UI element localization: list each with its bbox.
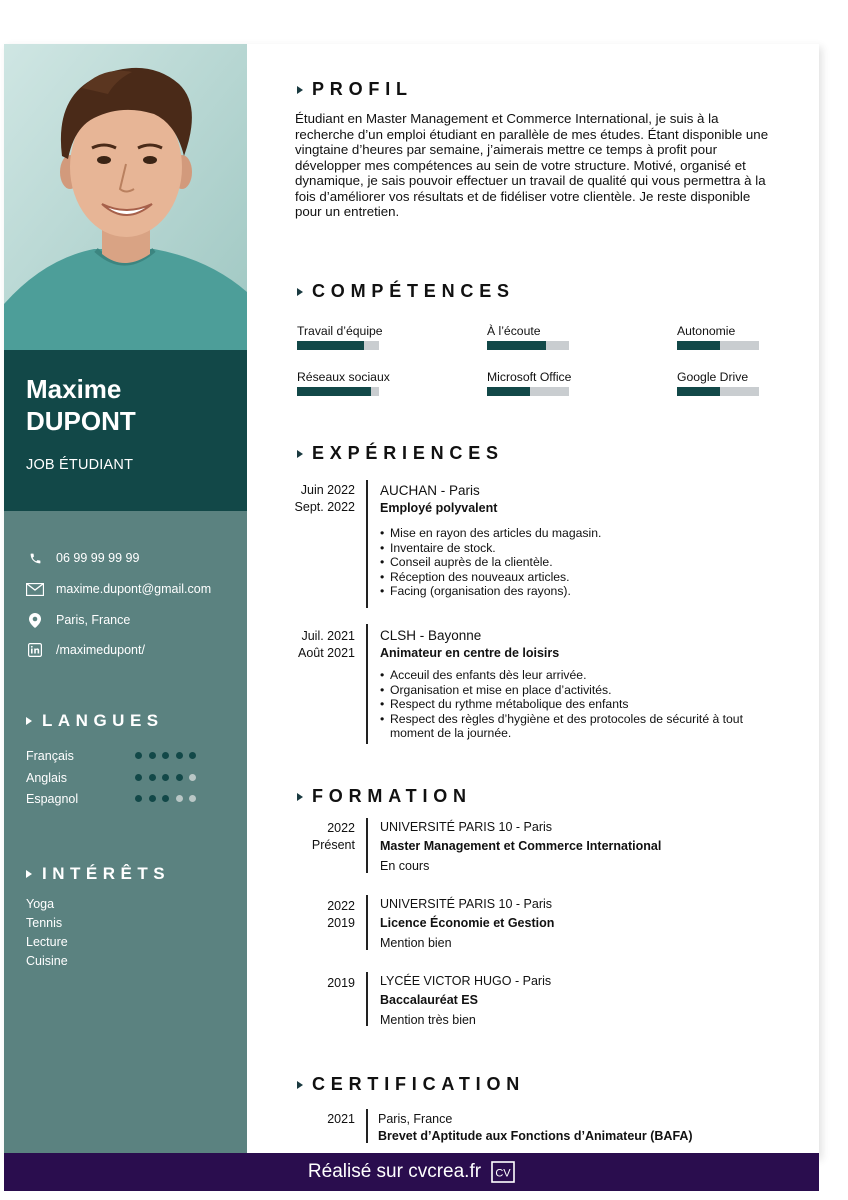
certification-date: 2021 bbox=[327, 1112, 355, 1126]
level-dot bbox=[189, 795, 196, 802]
timeline-divider bbox=[366, 818, 368, 873]
skill-label: Réseaux sociaux bbox=[297, 370, 390, 384]
timeline-divider bbox=[366, 895, 368, 950]
language-level bbox=[135, 752, 203, 759]
skill-bar-fill bbox=[297, 341, 364, 350]
list-item: • Organisation et mise en place d’activités. bbox=[380, 683, 770, 698]
contact-linkedin bbox=[26, 641, 145, 659]
footer-banner[interactable] bbox=[4, 1153, 819, 1191]
triangle-bullet-icon bbox=[26, 870, 32, 878]
skill-bar-fill bbox=[677, 387, 720, 396]
linkedin-text: /maximedupont/ bbox=[56, 643, 145, 657]
list-item: • Inventaire de stock. bbox=[380, 541, 770, 556]
footer-text: Réalisé sur cvcrea.fr bbox=[307, 1161, 482, 1182]
list-item: • Respect des règles d’hygiène et des protocoles de sécurité à tout moment de la journée. bbox=[380, 712, 770, 741]
resume-page bbox=[4, 44, 819, 1157]
skill-bar bbox=[677, 341, 759, 350]
interest-item: Yoga bbox=[26, 897, 55, 911]
location-text: Paris, France bbox=[56, 613, 131, 627]
skill-label: Google Drive bbox=[677, 370, 749, 384]
skill-item bbox=[677, 370, 767, 396]
triangle-bullet-icon bbox=[297, 86, 303, 94]
experience-role: Animateur en centre de loisirs bbox=[380, 646, 560, 660]
skill-label: Travail d’équipe bbox=[297, 324, 383, 338]
language-row bbox=[26, 771, 226, 787]
interest-item: Cuisine bbox=[26, 954, 68, 968]
language-name: Français bbox=[26, 749, 74, 763]
sidebar bbox=[4, 44, 247, 1157]
level-dot bbox=[176, 774, 183, 781]
skill-item bbox=[297, 324, 387, 350]
skill-bar-fill bbox=[297, 387, 371, 396]
level-dot bbox=[162, 795, 169, 802]
profile-photo bbox=[4, 44, 247, 350]
contact-email bbox=[26, 580, 211, 598]
list-item: • Réception des nouveaux articles. bbox=[380, 570, 770, 585]
education-date: 2019 bbox=[327, 976, 355, 990]
level-dot bbox=[176, 752, 183, 759]
timeline-divider bbox=[366, 624, 368, 744]
certification-name: Brevet d’Aptitude aux Fonctions d’Animateur (BAFA) bbox=[378, 1129, 693, 1143]
list-item: • Acceuil des enfants dès leur arrivée. bbox=[380, 668, 770, 683]
experience-org: AUCHAN - Paris bbox=[380, 483, 480, 498]
phone-text: 06 99 99 99 99 bbox=[56, 551, 140, 565]
level-dot bbox=[149, 752, 156, 759]
level-dot bbox=[149, 795, 156, 802]
interests-title: INTÉRÊTS bbox=[26, 864, 170, 884]
education-note: Mention bien bbox=[380, 936, 452, 950]
experience-org: CLSH - Bayonne bbox=[380, 628, 482, 643]
location-pin-icon bbox=[26, 612, 44, 628]
language-row bbox=[26, 792, 226, 808]
profile-section-title: PROFIL bbox=[297, 79, 413, 100]
skill-label: Autonomie bbox=[677, 324, 736, 338]
experience-date: Juil. 2021 Août 2021 bbox=[298, 629, 355, 660]
level-dot bbox=[189, 774, 196, 781]
phone-icon bbox=[26, 550, 44, 566]
level-dot bbox=[135, 795, 142, 802]
certification-place: Paris, France bbox=[378, 1112, 453, 1126]
skill-bar bbox=[677, 387, 759, 396]
last-name: DUPONT bbox=[26, 406, 136, 436]
education-note: Mention très bien bbox=[380, 1013, 476, 1027]
name-block bbox=[4, 350, 247, 511]
experience-role: Employé polyvalent bbox=[380, 501, 498, 515]
timeline-divider bbox=[366, 1109, 368, 1143]
profile-text: Étudiant en Master Management et Commerce International, je suis à la recherche d’un emploi étudiant en parallèle de mes études. Étant disponible une vingtaine d’heures par semaine, j’aimerais mettre ce temps à profit pour développer mes compétences au sein de votre structure. Motivé, organisé et dynamique, je sais pouvoir effectuer un travail de qualité qui vous permettra à la fois d’améliorer vos résultats et de fidéliser votre clientèle. Je reste disponible pour un entretien. bbox=[295, 111, 769, 219]
level-dot bbox=[162, 752, 169, 759]
language-level bbox=[135, 774, 203, 781]
education-school: UNIVERSITÉ PARIS 10 - Paris bbox=[380, 897, 553, 911]
job-title: JOB ÉTUDIANT bbox=[26, 457, 134, 473]
languages-title: LANGUES bbox=[26, 711, 164, 731]
skill-bar-fill bbox=[487, 341, 546, 350]
certification-section-title: CERTIFICATION bbox=[297, 1074, 525, 1095]
skill-bar bbox=[487, 387, 569, 396]
education-degree: Master Management et Commerce International bbox=[380, 839, 662, 853]
experience-date: Juin 2022 Sept. 2022 bbox=[294, 483, 355, 514]
triangle-bullet-icon bbox=[297, 450, 303, 458]
education-date: 2022 Présent bbox=[311, 821, 355, 852]
list-item: • Respect du rythme métabolique des enfants bbox=[380, 697, 770, 712]
language-name: Anglais bbox=[26, 770, 67, 785]
list-item: • Mise en rayon des articles du magasin. bbox=[380, 526, 770, 541]
skill-item bbox=[677, 324, 767, 350]
experiences-section-title: EXPÉRIENCES bbox=[297, 443, 504, 464]
language-row bbox=[26, 749, 226, 765]
first-name: Maxime bbox=[26, 374, 122, 404]
interest-item: Lecture bbox=[26, 935, 68, 949]
skill-bar bbox=[297, 341, 379, 350]
skill-bar bbox=[297, 387, 379, 396]
cvcrea-logo-icon bbox=[491, 1161, 515, 1183]
experience-tasks bbox=[380, 668, 770, 741]
list-item: • Conseil auprès de la clientèle. bbox=[380, 555, 770, 570]
level-dot bbox=[162, 774, 169, 781]
education-section-title: FORMATION bbox=[297, 786, 472, 807]
education-note: En cours bbox=[380, 859, 430, 873]
skill-bar bbox=[487, 341, 569, 350]
contact-phone bbox=[26, 549, 139, 567]
triangle-bullet-icon bbox=[26, 717, 32, 725]
education-school: LYCÉE VICTOR HUGO - Paris bbox=[380, 974, 552, 988]
skill-item bbox=[487, 324, 577, 350]
education-school: UNIVERSITÉ PARIS 10 - Paris bbox=[380, 820, 553, 834]
linkedin-icon bbox=[26, 642, 44, 658]
triangle-bullet-icon bbox=[297, 793, 303, 801]
language-level bbox=[135, 795, 203, 802]
mail-icon bbox=[26, 581, 44, 597]
timeline-divider bbox=[366, 480, 368, 608]
timeline-divider bbox=[366, 972, 368, 1026]
skill-item bbox=[487, 370, 577, 396]
skill-item bbox=[297, 370, 390, 396]
skill-bar-fill bbox=[677, 341, 720, 350]
skill-label: Microsoft Office bbox=[487, 370, 572, 384]
level-dot bbox=[135, 774, 142, 781]
level-dot bbox=[135, 752, 142, 759]
skill-label: À l’écoute bbox=[487, 324, 541, 338]
skills-section-title: COMPÉTENCES bbox=[297, 281, 515, 302]
skill-bar-fill bbox=[487, 387, 530, 396]
triangle-bullet-icon bbox=[297, 288, 303, 296]
list-item: • Facing (organisation des rayons). bbox=[380, 584, 770, 599]
education-degree: Licence Économie et Gestion bbox=[380, 916, 555, 930]
education-degree: Baccalauréat ES bbox=[380, 993, 478, 1007]
level-dot bbox=[176, 795, 183, 802]
contact-location bbox=[26, 611, 130, 629]
triangle-bullet-icon bbox=[297, 1081, 303, 1089]
education-date: 2022 2019 bbox=[327, 899, 355, 930]
language-name: Espagnol bbox=[26, 792, 79, 806]
experience-tasks bbox=[380, 526, 770, 599]
level-dot bbox=[149, 774, 156, 781]
interest-item: Tennis bbox=[26, 916, 63, 930]
svg-text:CV: CV bbox=[495, 1167, 511, 1180]
level-dot bbox=[189, 752, 196, 759]
email-text: maxime.dupont@gmail.com bbox=[56, 582, 212, 596]
